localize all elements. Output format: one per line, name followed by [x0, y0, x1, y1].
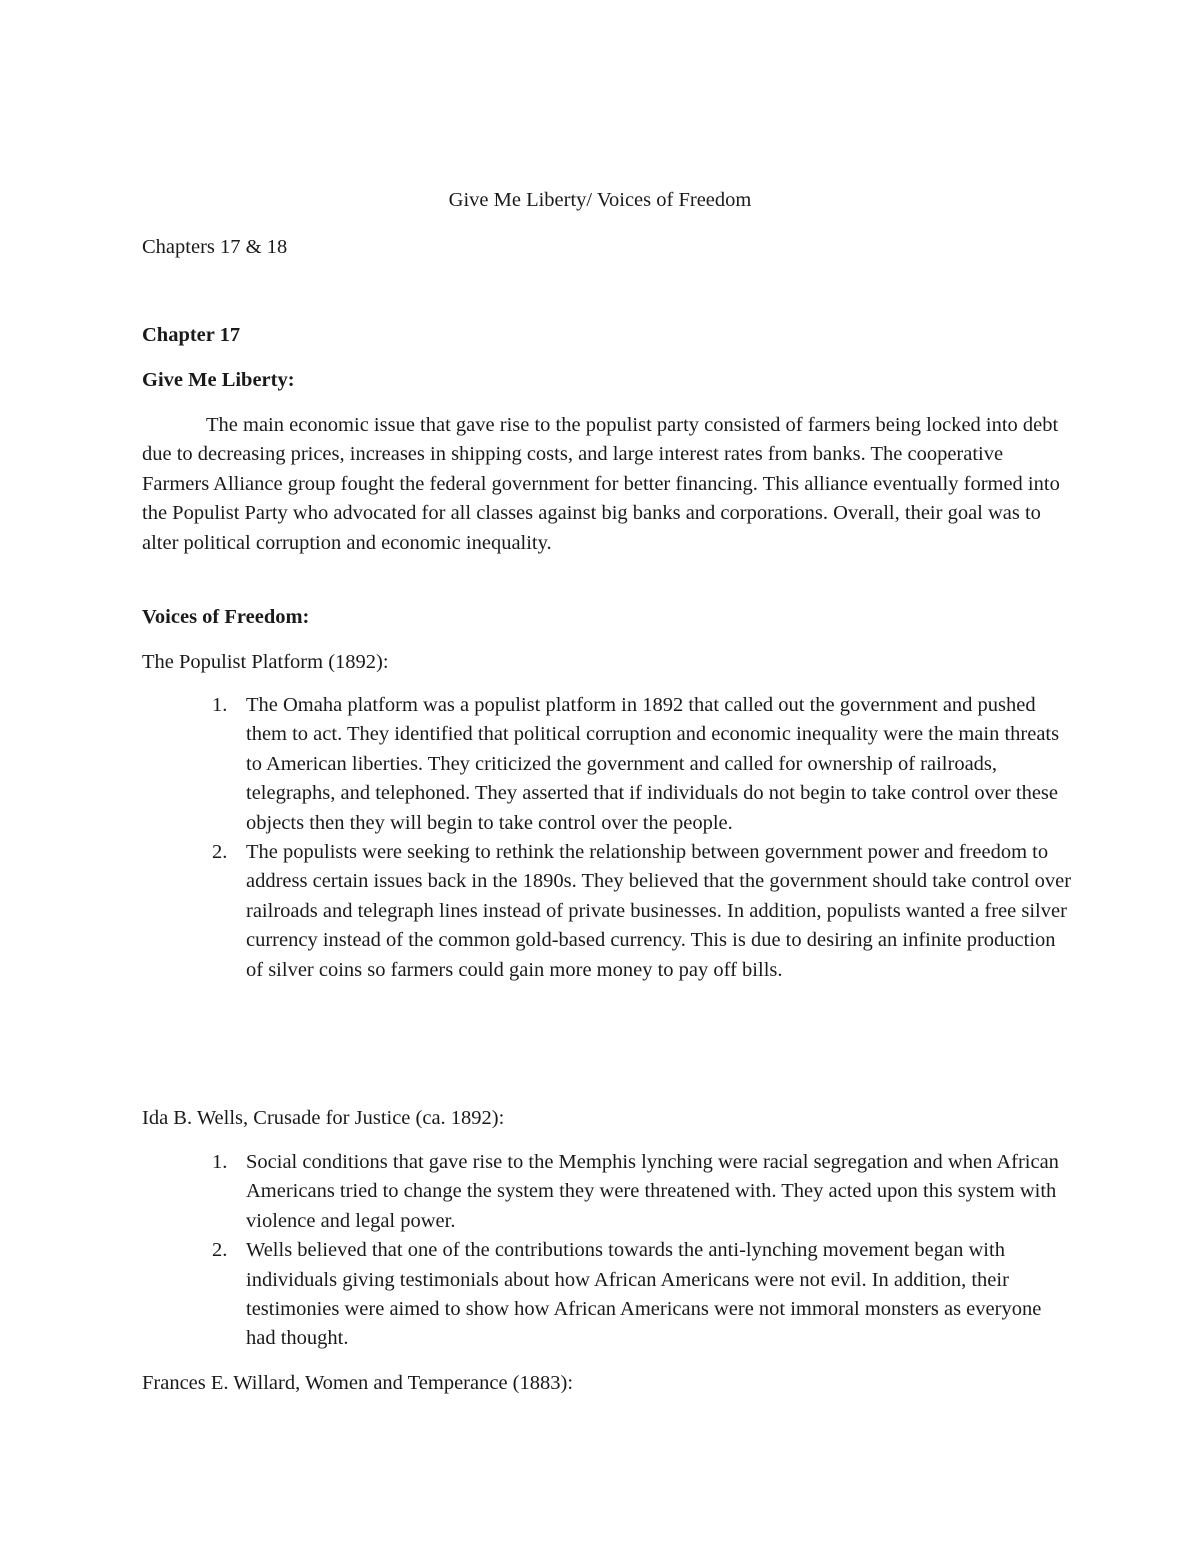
list-number: 1. [212, 694, 228, 716]
list-item-text: Social conditions that gave rise to the Memphis lynching were racial segregation and when African Americans tried to change the system they were threatened with. They acted upon this system with violence and legal power. [246, 1151, 1059, 1232]
list-item-text: Wells believed that one of the contributions towards the anti-lynching movement began with individuals giving testimonials about how African Americans were not evil. In addition, their testimonies were aimed to show how African Americans were not immoral monsters as everyone had thought. [246, 1239, 1042, 1350]
list-item [142, 838, 1072, 985]
list-item [142, 1148, 1072, 1236]
document-subtitle: Chapters 17 & 18 [142, 236, 288, 258]
document-title: Give Me Liberty/ Voices of Freedom [448, 189, 752, 211]
populist-platform-list [142, 691, 1072, 985]
list-item [142, 1236, 1072, 1354]
give-me-liberty-paragraph: The main economic issue that gave rise to the populist party consisted of farmers being locked into debt due to decreasing prices, increases in shipping costs, and large interest rates from banks. The cooperative Farmers Alliance group fought the federal government for better financing. This alliance eventually formed into the Populist Party who advocated for all classes against big banks and corporations. Overall, their goal was to alter political corruption and economic inequality. [142, 414, 1060, 554]
populist-platform-label: The Populist Platform (1892): [142, 651, 389, 673]
frances-willard-label: Frances E. Willard, Women and Temperance (1883): [142, 1372, 574, 1394]
ida-b-wells-label: Ida B. Wells, Crusade for Justice (ca. 1892): [142, 1107, 505, 1129]
list-number: 1. [212, 1151, 228, 1173]
list-item-text: The Omaha platform was a populist platform in 1892 that called out the government and pushed them to act. They identified that political corruption and economic inequality were the main threats to American liberties. They criticized the government and called for ownership of railroads, telegraphs, and telephoned. They asserted that if individuals do not begin to take control over these objects then they will begin to take control over the people. [246, 694, 1060, 834]
ida-b-wells-list [142, 1148, 1072, 1354]
list-item-text: The populists were seeking to rethink the relationship between government power and freedom to address certain issues back in the 1890s. They believed that the government should take control over railroads and telegraph lines instead of private businesses. In addition, populists wanted a free silver currency instead of the common gold-based currency. This is due to desiring an infinite production of silver coins so farmers could gain more money to pay off bills. [246, 841, 1072, 981]
give-me-liberty-heading: Give Me Liberty: [142, 369, 295, 391]
chapter-heading: Chapter 17 [142, 324, 241, 346]
voices-of-freedom-heading: Voices of Freedom: [142, 606, 310, 628]
list-item [142, 691, 1072, 838]
list-number: 2. [212, 1239, 228, 1262]
list-number: 2. [212, 841, 228, 864]
